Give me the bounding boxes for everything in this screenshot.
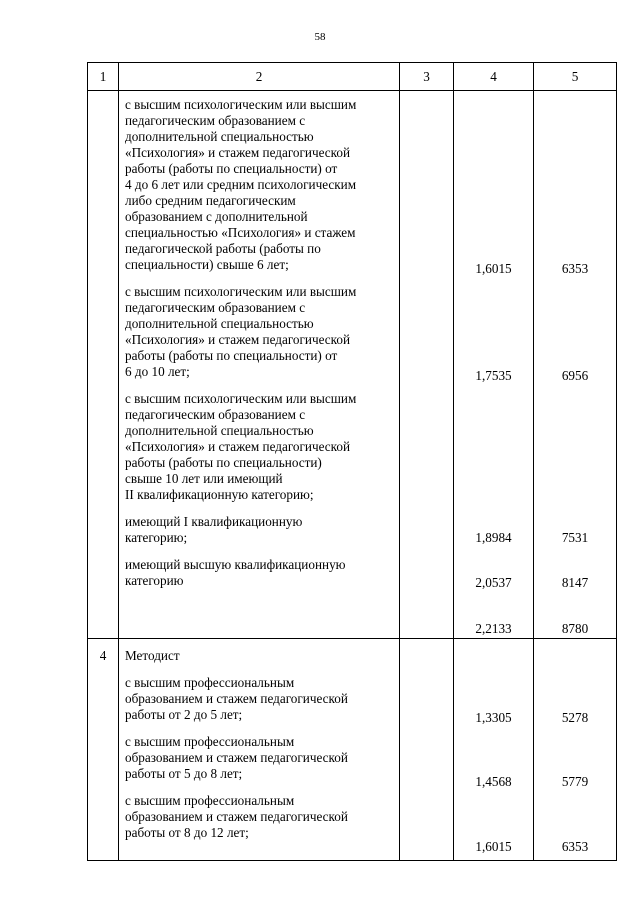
table-header-row — [88, 63, 617, 91]
column-3-empty — [400, 91, 454, 639]
table-row-methodist — [88, 639, 617, 861]
qualification-entry: с высшим психологическим или высшим педагогическим образованием с дополнительной специальностью «Психология» и стажем педагогической работы (работы по специальности) от 6 до 10 лет; — [125, 284, 357, 379]
coefficient-value: 1,6015 — [475, 839, 512, 854]
salary-column — [534, 91, 617, 639]
column-3-empty — [400, 639, 454, 861]
header-cell-3: 3 — [400, 63, 454, 91]
qualification-entry: с высшим профессиональным образованием и стажем педагогической работы от 2 до 5 лет; — [125, 675, 348, 722]
page-number: 58 — [314, 31, 326, 43]
salary-value: 8147 — [561, 575, 589, 590]
coefficient-value: 2,0537 — [475, 575, 512, 590]
coefficient-value: 1,7535 — [475, 368, 512, 383]
coefficient-value: 1,8984 — [475, 530, 512, 545]
qualification-entry: имеющий I квалификационную категорию; — [125, 514, 303, 545]
salary-value: 7531 — [561, 530, 589, 545]
coefficient-column — [454, 91, 534, 639]
header-cell-1: 1 — [88, 63, 119, 91]
header-cell-5: 5 — [534, 63, 617, 91]
qualification-entry: с высшим психологическим или высшим педагогическим образованием с дополнительной специальностью «Психология» и стажем педагогической работы (работы по специальности) свыше 10 лет или имеющий II квалификационную категорию; — [125, 391, 357, 502]
salary-table — [87, 62, 617, 861]
salary-value: 6353 — [561, 261, 589, 276]
coefficient-value: 1,6015 — [475, 261, 512, 276]
qualification-entry: с высшим профессиональным образованием и стажем педагогической работы от 5 до 8 лет; — [125, 734, 348, 781]
qualification-entry: имеющий высшую квалификационную категорию — [125, 557, 346, 588]
salary-value: 5278 — [561, 710, 589, 725]
salary-value: 6956 — [561, 368, 589, 383]
salary-value: 5779 — [561, 774, 589, 789]
position-title: Методист — [125, 648, 180, 663]
salary-column — [534, 639, 617, 861]
salary-value: 8780 — [561, 621, 589, 636]
coefficient-value: 1,4568 — [475, 774, 512, 789]
coefficient-value: 1,3305 — [475, 710, 512, 725]
qualification-entry: с высшим психологическим или высшим педагогическим образованием с дополнительной специальностью «Психология» и стажем педагогической работы (работы по специальности) от 4 до 6 лет или средним психологическим либо средним педагогическим образованием с дополнительной специальностью «Психология» и стажем педагогической работы (работы по специальности) свыше 6 лет; — [125, 97, 357, 272]
row-number-empty — [88, 91, 119, 639]
salary-value: 6353 — [561, 839, 589, 854]
coefficient-value: 2,2133 — [475, 621, 512, 636]
coefficient-column — [454, 639, 534, 861]
qualification-entry: с высшим профессиональным образованием и стажем педагогической работы от 8 до 12 лет; — [125, 793, 348, 840]
table-row-psychologist — [88, 91, 617, 639]
header-cell-4: 4 — [454, 63, 534, 91]
header-cell-2: 2 — [119, 63, 400, 91]
row-number: 4 — [88, 639, 119, 861]
position-descriptions — [119, 639, 400, 861]
position-descriptions — [119, 91, 400, 639]
